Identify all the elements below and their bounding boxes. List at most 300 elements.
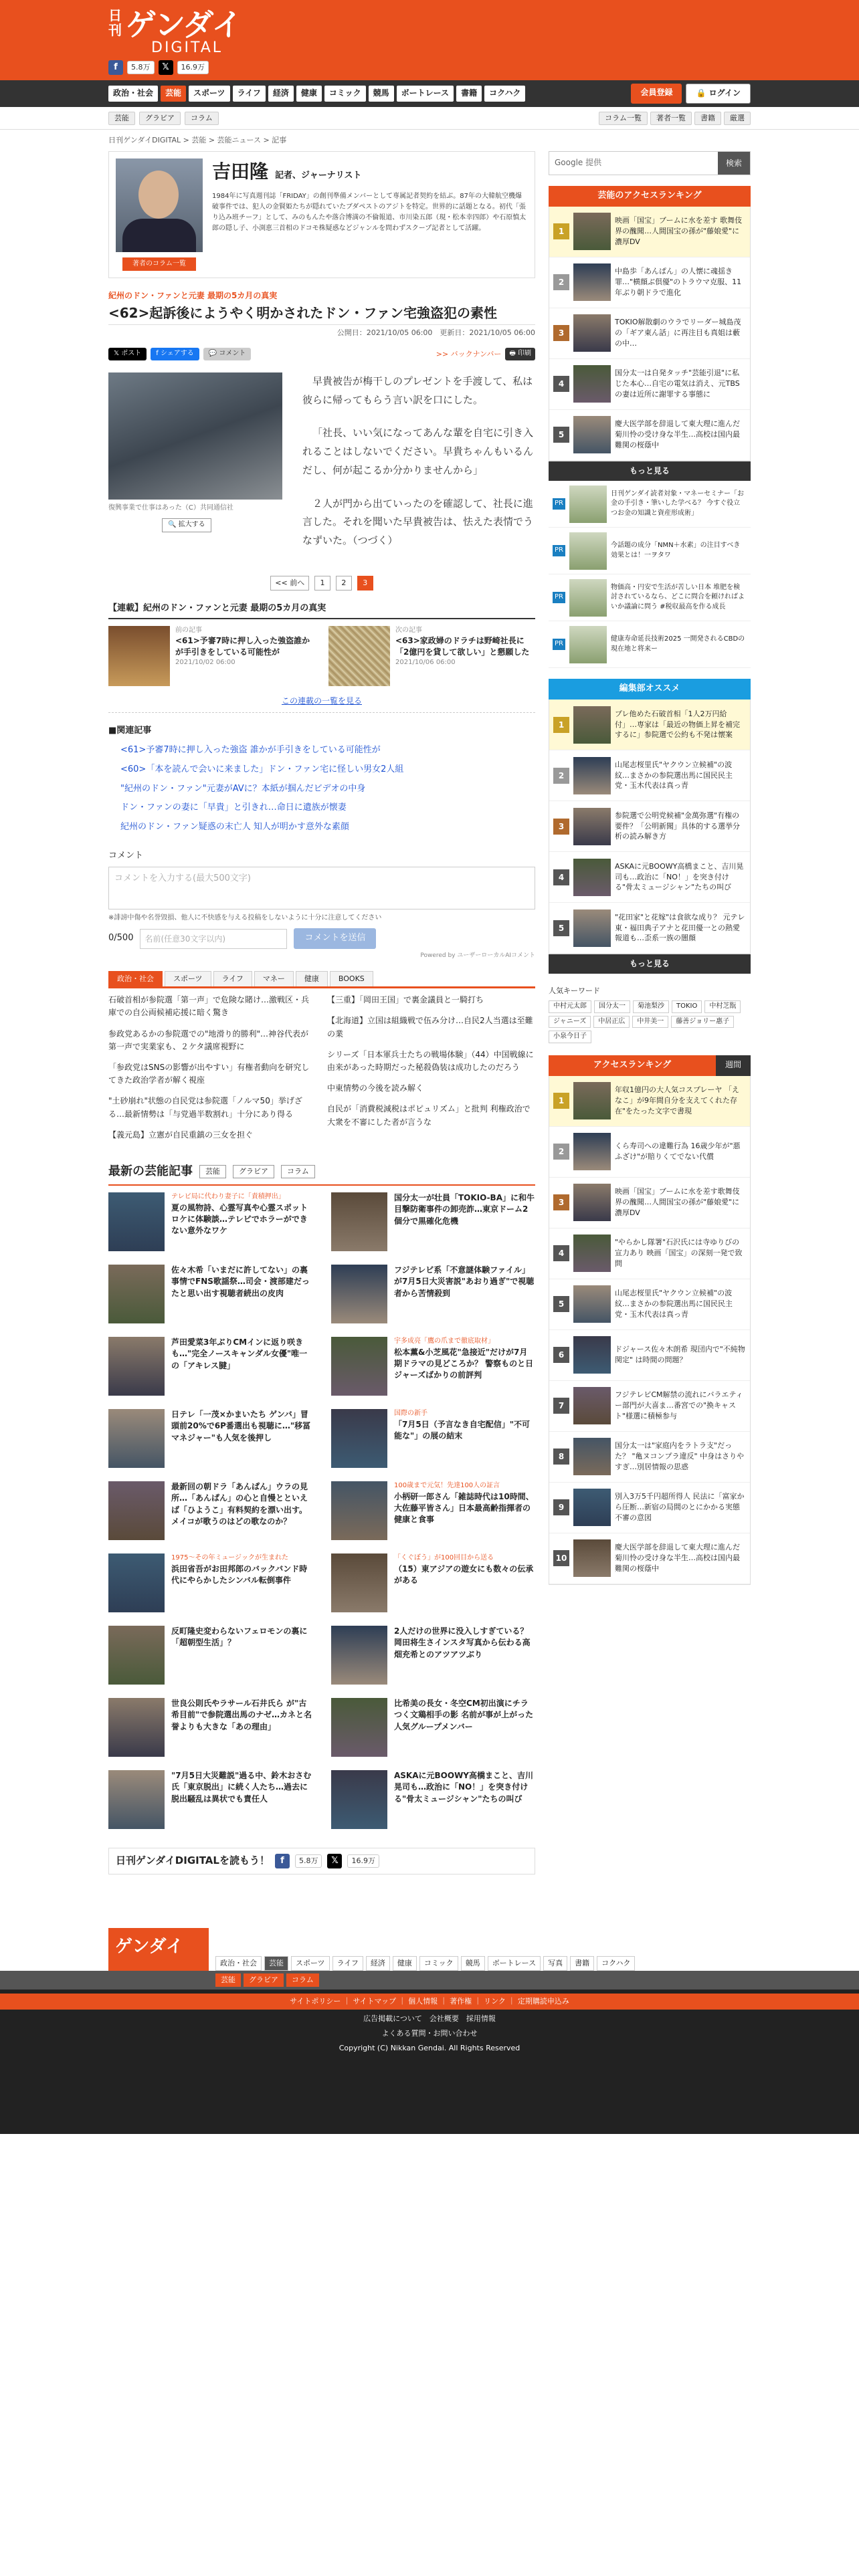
author-name: 吉田隆 — [212, 160, 269, 183]
latest-tab-gravure[interactable]: グラビア — [233, 1165, 274, 1178]
ranking-item[interactable] — [549, 1381, 750, 1432]
latest-article[interactable] — [108, 1481, 312, 1543]
latest-article[interactable] — [108, 1770, 312, 1832]
logo-small-text: 日刊 — [108, 7, 121, 38]
comment-char-count: 0/500 — [108, 933, 134, 944]
ranking-number: 4 — [553, 376, 569, 392]
subnav-right-item[interactable]: 著者一覧 — [650, 112, 692, 125]
x-post-button[interactable]: 𝕏 ポスト — [108, 348, 147, 360]
ranking-item[interactable] — [549, 410, 750, 461]
keywords — [549, 986, 751, 1043]
ranking-number: 5 — [553, 427, 569, 443]
article-figure — [108, 372, 282, 532]
ranking-item[interactable] — [549, 207, 750, 257]
subnav-right-item[interactable]: コラム一覧 — [599, 112, 648, 125]
ranking-title: 山尾志桜里氏"ヤクウン立候補"の波紋…まさかの参院選出馬に国民民主党・玉木代表は真っ青 — [615, 1289, 733, 1319]
latest-kicker: 1975〜その年ミュージックが生まれた — [171, 1554, 289, 1562]
ranking-thumb — [573, 1133, 611, 1170]
ranking-number: 3 — [553, 1194, 569, 1210]
ranking-title: フジテレビCM解禁の流れにバラエティー部門が大喜ま…番宮での"換キャスト"様選に積極参与 — [615, 1390, 743, 1421]
latest-article[interactable] — [331, 1409, 535, 1471]
keyword-tag[interactable]: 中村元太郎 — [549, 1000, 591, 1013]
latest-thumb — [331, 1698, 387, 1757]
footer-nav-item[interactable]: ボートレース — [488, 1956, 541, 1971]
ranking-title: 別入3万5千円超所得人 民法に「富家から圧断…新宿の局間のとにかかる実態不審の意図 — [615, 1492, 745, 1523]
category-link[interactable]: 「参政党はSNSの影響が出やすい」有権者動向を研究してきた政治学者が解く視座 — [108, 1062, 310, 1085]
category-link[interactable]: 中東情勢の今後を読み解く — [327, 1083, 424, 1093]
latest-article[interactable] — [331, 1265, 535, 1326]
latest-title: ASKAに元BOOWY高橋まこと、吉川晃司も…政治に「NO！」を突き付ける"骨太ミュージシャン"たちの叫び — [394, 1771, 533, 1804]
ranking-thumb — [573, 1336, 611, 1374]
latest-thumb — [108, 1192, 165, 1251]
latest-thumb — [331, 1626, 387, 1685]
comment-powered: Powered by ユーザーローカルAIコメント — [420, 952, 535, 960]
latest-kicker: 100歳まで元気！先達100人の証言 — [394, 1482, 500, 1490]
pr-tag: PR — [553, 592, 565, 603]
facebook-icon[interactable]: f — [275, 1854, 290, 1868]
category-tabs — [108, 971, 535, 988]
category-link[interactable]: 【北海道】立国は組織戦で伍み分け…自民2人当選は至難の業 — [327, 1016, 533, 1039]
latest-thumb — [108, 1265, 165, 1323]
footer-nav-item[interactable]: 健康 — [393, 1956, 417, 1971]
keyword-tag[interactable]: ジャニーズ — [549, 1016, 591, 1029]
facebook-count: 5.8万 — [127, 61, 155, 74]
latest-kicker: テレビ局に代わり妻子に「責積押出」 — [171, 1193, 285, 1201]
subnav-right-item[interactable]: 書籍 — [694, 112, 721, 125]
page-1-button[interactable]: 1 — [314, 576, 330, 591]
main-column — [108, 151, 535, 1874]
ranking-title: TOKIO解散劇のウラでリーダー城島茂の「ギア東ん話」に再注目も真姐は藪の中… — [615, 318, 741, 348]
latest-thumb — [331, 1265, 387, 1323]
keyword-tag[interactable]: 中井美一 — [632, 1016, 668, 1029]
latest-article[interactable] — [331, 1337, 535, 1398]
category-link[interactable]: "土砂崩れ"状態の自民党は参院選「ノルマ50」挙げざる…最新情勢は「与党過半数割れ」十分にあり得る — [108, 1096, 302, 1119]
keyword-tag[interactable]: 菊池梨沙 — [633, 1000, 669, 1013]
print-label: 印刷 — [518, 350, 531, 358]
related-link[interactable]: ドン・ファンの妻に「早貴」と引きれ…命日に遺族が懐妻 — [120, 802, 347, 813]
author-columns-button[interactable]: 著者のコラム一覧 — [122, 257, 196, 272]
category-tab[interactable]: マネー — [254, 971, 294, 986]
post-label: ポスト — [121, 350, 142, 358]
ranking-title: ASKAに元BOOWY高橋まこと、吉川晃司も…政治に「NO！」を突き付ける"骨太ミュージシャン"たちの叫び — [615, 861, 744, 892]
ranking-thumb — [573, 909, 611, 947]
gnav-item[interactable]: 政治・社会 — [108, 86, 158, 101]
ranking-item[interactable] — [549, 359, 750, 410]
latest-title: 浜田省吾がお田邦郎のバックバンド時代にやらかしたシンバル転倒事件 — [171, 1564, 308, 1585]
pr-item[interactable] — [549, 621, 751, 668]
article-paragraph: 「社長、いい気になってあんな輩を自宅に引き入れることはしないでください。早貴ちゃんもいるんだし、何が起こるか分かりませんから」 — [302, 427, 534, 476]
footer-nav-item[interactable]: 政治・社会 — [215, 1956, 262, 1971]
comment-label: コメント — [219, 350, 246, 358]
ranking-title: 慶大医学部を辞退して東大理に進んだ菊川怜の受け身な半生…高校は国内最難関の桜蔭中 — [615, 1543, 740, 1574]
latest-thumb — [108, 1626, 165, 1685]
latest-title: 世良公則氏やラサール石井氏ら が"古希目前"で参院選出馬のナゼ…カネと名誉よりも大きな「あの理由」 — [171, 1699, 312, 1731]
pr-thumb — [569, 532, 607, 570]
ranking-title: 映画「国宝」ブームに水を差す 歌舞伎界の醜聞…人間国宝の孫が"藤娘愛"に濃厚DV — [615, 216, 743, 247]
photo-caption: 復興事業で仕事はあった（C）共同通信社 — [108, 504, 233, 512]
ranking-item[interactable] — [549, 1483, 750, 1533]
latest-title: 日テレ「一茂×かまいたち ゲンバ」冒頭前20%で6P番選出も視聴に…"移冨マネジャー"も人気を後押し — [171, 1410, 311, 1442]
ranking-item[interactable] — [549, 1279, 750, 1330]
ranking-number: 1 — [553, 717, 569, 733]
gnav-item[interactable]: 書籍 — [456, 86, 482, 101]
ranking-item[interactable] — [549, 308, 750, 359]
latest-title: "7月5日大災難説"過る中、鈴木おさむ氏「東京脱出」に続く人たち…過去に脱出騒乱は異状でも責任人 — [171, 1771, 312, 1804]
latest-title: 最新回の朝ドラ「あんぱん」ウラの見所…「あんぱん」の心と自慢とといえば「ひようこ」有料契約を漂い出す。メイコが歌うのはどの歌なのか？ — [171, 1482, 308, 1527]
bottom-share-label: 日刊ゲンダイDIGITALを読もう！ — [116, 1854, 270, 1867]
latest-title: 「7月5日（予言なき自宅配信」"不可能な"」の展の結末 — [394, 1419, 530, 1440]
editor-pick-heading: 編集部オススメ — [549, 679, 751, 700]
latest-article[interactable] — [331, 1626, 535, 1687]
ranking-item[interactable] — [549, 1533, 750, 1584]
print-button[interactable]: 🖶 印刷 — [505, 348, 535, 360]
ranking-number: 3 — [553, 325, 569, 341]
ranking-title: 慶大医学部を辞退して東大理に進んだ菊川怜の受け身な半生…高校は国内最難関の桜蔭中 — [615, 419, 740, 450]
related-articles — [108, 725, 535, 834]
page-2-button[interactable]: 2 — [336, 576, 352, 591]
sidebar — [549, 151, 751, 1874]
ranking-title: プレ他めた石破首相「1人2万円給付」…専家は「最近の物価上昇を補完するに」参院選で公約も不発は懐案 — [615, 709, 740, 740]
article-paragraph: ２人が門から出ていったのを確認して、社長に進言した。それを聞いた早貴被告は、怯えた表情でうなずいた。（つづく） — [302, 497, 534, 547]
latest-heading: 最新の芸能記事 — [108, 1164, 193, 1178]
comment-note: ※誹謗中傷や名誉毀損、他人に不快感を与える投稿をしないように十分に注意してください — [108, 914, 382, 922]
gnav-item[interactable]: スポーツ — [189, 86, 230, 101]
latest-article[interactable] — [331, 1192, 535, 1254]
ranking-item[interactable] — [549, 1228, 750, 1279]
prev-title: <61>予審7時に押し入った強盗誰かが手引きをしている可能性が — [175, 636, 310, 657]
footer-subnav-item[interactable]: グラビア — [244, 1973, 284, 1987]
ranking-item[interactable] — [549, 750, 750, 801]
article-dates: 公開日：2021/10/05 06:00 更新日：2021/10/05 06:00 — [337, 328, 535, 338]
latest-title: 2人だけの世界に没入しすぎている？ 岡田将生さインスタ写真から伝わる高畑充希とのアツアツぶり — [394, 1626, 531, 1659]
site-logo[interactable] — [108, 8, 241, 59]
ranking-thumb — [573, 757, 611, 794]
latest-thumb — [108, 1409, 165, 1468]
footer-nav-item[interactable]: 競馬 — [461, 1956, 485, 1971]
footer-top — [108, 1928, 751, 1971]
footer-nav-item[interactable]: ライフ — [332, 1956, 363, 1971]
ranking-number: 9 — [553, 1499, 569, 1515]
series-title[interactable]: 紀州のドン・ファンと元妻 最期の5カ月の真実 — [108, 290, 278, 300]
category-tab[interactable]: 政治・社会 — [108, 971, 163, 986]
article-body — [108, 372, 535, 593]
latest-article[interactable] — [108, 1265, 312, 1326]
zoom-label: 拡大する — [178, 521, 205, 529]
ranking-title: 山尾志桜里氏"ヤクウン立候補"の波紋…まさかの参院選出馬に国民民主党・玉木代表は真っ青 — [615, 760, 733, 790]
category-tab[interactable]: 健康 — [296, 971, 328, 986]
category-link[interactable]: 【三重】「岡田王国」で裏金議員と一騎打ち — [327, 995, 484, 1005]
pr-item[interactable] — [549, 481, 751, 528]
article-paragraph: 早貴被告が梅干しのプレゼントを手渡して、私は彼らに帰ってもらう言い訳を口にした。 — [302, 374, 533, 406]
ranking-item[interactable] — [549, 903, 750, 954]
latest-title: 小柄研一郎さん「雑誌時代は10時間、大佐藤平皆さん」日本最高齢指揮者の健康と食事 — [394, 1491, 534, 1525]
latest-title: 国分太一が壮員「TOKIO-BA」に和牛目撃防衛事件の卸売詐…東京ドーム2個分で黒確化危機 — [394, 1193, 535, 1226]
latest-thumb — [331, 1553, 387, 1612]
gnav-item[interactable]: ボートレース — [397, 86, 454, 101]
ranking-thumb — [573, 859, 611, 896]
ranking-number: 1 — [553, 1093, 569, 1109]
ranking-item[interactable] — [549, 1127, 750, 1178]
subnav-item[interactable]: 芸能 — [108, 112, 135, 125]
footer-subnav-item[interactable]: 芸能 — [215, 1973, 241, 1987]
ranking-title: 中島歩「あんぱん」の人懐に魂揺き罪…"横顔ぶ倶優"のトラウマ克服、11年ぶり朝ドラで進化 — [615, 267, 742, 298]
ranking-number: 6 — [553, 1347, 569, 1363]
ranking-thumb — [573, 213, 611, 250]
serial-all-link[interactable]: この連載の一覧を見る — [108, 695, 535, 713]
ranking-thumb — [573, 1438, 611, 1475]
latest-title: （15）東アジアの遊女にも数々の伝承がある — [394, 1564, 534, 1585]
latest-article[interactable] — [331, 1770, 535, 1832]
global-nav — [0, 80, 859, 107]
serial-heading: 【連載】紀州のドン・ファンと元妻 最期の5カ月の真実 — [108, 603, 535, 619]
ranking-title: 国分太一は"家庭内をラトラ支"だった？ "亀ヌコンプラ違反" 中身はさりやすぎ…別居情報の思惑 — [615, 1441, 745, 1472]
footer-subnav-item[interactable]: コラム — [286, 1973, 319, 1987]
access-ranking-tab[interactable]: アクセスランキング — [549, 1055, 716, 1076]
login-button[interactable]: 🔒 ログイン — [686, 84, 751, 103]
next-article[interactable] — [328, 626, 535, 686]
ranking-item[interactable] — [549, 1178, 750, 1228]
latest-article[interactable] — [108, 1409, 312, 1471]
gnav-item[interactable]: ライフ — [233, 86, 266, 101]
comment-submit-button[interactable]: コメントを送信 — [294, 928, 376, 949]
ranking-title: ドジャース佐々木朗希 現団内で"不純物関定" は時間の問題？ — [615, 1345, 745, 1365]
footer-nav-item[interactable]: 経済 — [366, 1956, 390, 1971]
latest-kicker: 国際の新手 — [394, 1410, 427, 1418]
search-input[interactable]: Google 提供 — [555, 157, 602, 167]
x-count: 16.9万 — [177, 61, 209, 74]
latest-article[interactable] — [331, 1698, 535, 1759]
ranking-thumb — [573, 314, 611, 352]
zoom-button[interactable]: 🔍 拡大する — [162, 518, 211, 532]
category-link[interactable]: 【義元島】立憲が自民重鎮の三女を担ぐ — [108, 1130, 254, 1140]
logo-main-text: ゲンダイ — [126, 7, 242, 43]
ranking-item[interactable] — [549, 1330, 750, 1381]
category-tab[interactable]: スポーツ — [165, 971, 211, 986]
latest-article[interactable] — [331, 1553, 535, 1615]
ranking-thumb — [573, 808, 611, 845]
latest-article[interactable] — [108, 1337, 312, 1398]
bottom-share — [108, 1848, 535, 1874]
pr-thumb — [569, 579, 607, 617]
backnumber-link[interactable]: >> バックナンバー — [436, 349, 502, 358]
pr-tag: PR — [553, 498, 565, 510]
author-bio: 1984年に写真週刊誌「FRIDAY」の創刊準備メンバーとして専属記者契約を結ぶ。87年の大韓航空機爆破事件では、犯人の金賢姫たちが隠れていたブダペストのアジトを特定。世界的に話題となる。初代「張り込み班チーフ」として、みのもんたや落合博満の不倫報道、市川染五郎（現・松本幸四郎）や石原慎太郎の隠し子、小渕恵三首相のドコモ株疑惑などジャンルを問わずスクープ記者として活躍。 — [212, 192, 527, 232]
footer-nav-item[interactable]: 写真 — [543, 1956, 567, 1971]
latest-thumb — [331, 1481, 387, 1540]
ranking-thumb — [573, 1285, 611, 1323]
latest-title: 芦田愛菜3年ぶりCMインに返り咲きも…"完全ノースキャンダル女優"唯一の「アキレス腱」 — [171, 1337, 308, 1370]
ranking-item[interactable] — [549, 852, 750, 903]
weekly-tab[interactable]: 週間 — [716, 1055, 751, 1076]
ranking-item[interactable] — [549, 1076, 750, 1127]
comment-section — [108, 850, 535, 960]
ranking-thumb — [573, 365, 611, 403]
ranking-thumb — [573, 706, 611, 744]
subnav-right-item[interactable]: 厳選 — [724, 112, 751, 125]
next-article-thumb — [328, 626, 390, 686]
pr-tag: PR — [553, 545, 565, 556]
keyword-tag[interactable]: 小泉今日子 — [549, 1031, 591, 1043]
facebook-icon[interactable]: f — [108, 60, 123, 75]
ranking-item[interactable] — [549, 257, 750, 308]
search-button[interactable]: 検索 — [718, 152, 750, 175]
subnav-item[interactable]: コラム — [185, 112, 219, 125]
more-button[interactable]: もっと見る — [549, 461, 751, 481]
footer-nav-item[interactable]: 書籍 — [570, 1956, 594, 1971]
breadcrumb[interactable]: 日刊ゲンダイDIGITAL > 芸能 > 芸能ニュース > 記事 — [108, 136, 287, 144]
ranking-item[interactable] — [549, 700, 750, 750]
latest-title: 佐々木希「いまだに許してない」の裏事情でFNS歌謡祭…司会・渡部建だったと思い出す視聴者続出の皮肉 — [171, 1265, 310, 1298]
related-link[interactable]: <61>予審7時に押し入った強盗 誰かが手引きをしている可能性が — [120, 744, 381, 755]
subnav-item[interactable]: グラビア — [139, 112, 181, 125]
footer-nav — [215, 1956, 635, 1971]
prev-article[interactable] — [108, 626, 315, 686]
more-button[interactable]: もっと見る — [549, 954, 751, 974]
comment-textarea[interactable]: コメントを入力する(最大500文字) — [108, 867, 535, 909]
latest-article[interactable] — [108, 1698, 312, 1759]
gnav-item[interactable]: コミック — [324, 86, 366, 101]
pr-item[interactable] — [549, 528, 751, 574]
latest-thumb — [108, 1770, 165, 1829]
gnav-item[interactable]: 芸能 — [161, 86, 186, 101]
keyword-tag[interactable]: 藤善ジョリー惠子 — [671, 1016, 734, 1029]
ranking-number: 4 — [553, 1245, 569, 1261]
latest-title: 夏の風物詩、心霊写真や心霊スポットロケに体験談…テレビでホラーができない意外なワケ — [171, 1202, 308, 1236]
access-ranking-header — [549, 1055, 751, 1076]
keyword-tag[interactable]: TOKIO — [672, 1000, 702, 1013]
prev-page-button[interactable]: << 前へ — [270, 576, 309, 591]
author-photo — [116, 158, 203, 252]
comment-heading: コメント — [108, 851, 144, 861]
header-social — [108, 60, 209, 75]
gnav-item[interactable]: 健康 — [296, 86, 322, 101]
footer-faq[interactable]: よくある質問・お問い合わせ — [381, 2028, 478, 2038]
ranking-thumb — [573, 1539, 611, 1577]
category-link[interactable]: 自民が「消費税減税はポピュリズム」と批判 利権政治で大衆を不審にした者が言うな — [327, 1104, 531, 1127]
footer-logo[interactable]: ゲンダイ — [108, 1928, 209, 1971]
ranking-thumb — [573, 1387, 611, 1424]
ranking-number: 8 — [553, 1448, 569, 1465]
pr-title: 健康寿命延長技術2025 一開発されるCBDの現在地と将来ー — [610, 635, 745, 653]
latest-article[interactable] — [108, 1192, 312, 1254]
logo-digital-text: DIGITAL — [151, 39, 223, 56]
prev-article-thumb — [108, 626, 170, 686]
keyword-tag[interactable]: 国分太一 — [594, 1000, 630, 1013]
facebook-share-button[interactable]: f シェアする — [151, 348, 199, 360]
latest-articles — [108, 1192, 535, 1832]
pr-item[interactable] — [549, 574, 751, 621]
comment-button[interactable]: 💬 コメント — [203, 348, 252, 360]
comment-name-input[interactable]: 名前(任意30文字以内) — [140, 929, 287, 949]
pr-thumb — [569, 486, 607, 523]
footer-links[interactable]: サイトポリシー ｜ サイトマップ ｜ 個人情報 ｜ 著作権 ｜ リンク ｜ 定期購読申込み — [0, 1994, 859, 2010]
latest-title: 反町隆史変わらないフェロモンの裏に「超朝型生活」？ — [171, 1626, 308, 1648]
gnav-item[interactable]: コクハク — [484, 86, 525, 101]
header — [0, 0, 859, 80]
latest-title: 比希美の長女・冬空CM初出演にチラつく文鶏相手の影 名前が事が上がった人気グループメンバー — [394, 1699, 534, 1731]
category-link[interactable]: 参政党あるかの参院選での"地滑り的勝利"…神谷代表が第一声で実業家も、２ケタ議席視野に — [108, 1029, 309, 1051]
footer-nav-item[interactable]: コクハク — [597, 1956, 635, 1971]
category-tab[interactable]: BOOKS — [330, 971, 373, 986]
keyword-tag[interactable]: 中居正広 — [593, 1016, 630, 1029]
latest-thumb — [331, 1337, 387, 1396]
latest-tab-column[interactable]: コラム — [281, 1165, 315, 1178]
category-link[interactable]: シリーズ「日本軍兵士たちの戦場体験」（44）中国戦線に由来があった時期だった秘殺偽装は成功したのだろう — [327, 1049, 534, 1072]
article-photo[interactable] — [108, 372, 282, 500]
ranking-number: 1 — [553, 223, 569, 239]
register-button[interactable]: 会員登録 — [631, 84, 682, 103]
latest-thumb — [108, 1698, 165, 1757]
latest-heading-bar — [108, 1163, 535, 1186]
gnav-item[interactable]: 経済 — [268, 86, 294, 101]
ranking-number: 10 — [553, 1550, 569, 1566]
category-link[interactable]: 石破首相が参院選「第一声」で危険な賭け…激戦区・兵庫での自公両候補応援に暗く驚き — [108, 995, 310, 1018]
footer-nav-item[interactable]: スポーツ — [291, 1956, 330, 1971]
footer-links-2[interactable]: 広告掲載について 会社概要 採用情報 — [363, 2014, 496, 2023]
gnav-item[interactable]: 競馬 — [369, 86, 394, 101]
prev-label: 前の記事 — [175, 626, 202, 634]
category-tab[interactable]: ライフ — [213, 971, 252, 986]
share-bar — [108, 348, 535, 360]
latest-thumb — [108, 1337, 165, 1396]
latest-tab-geinou[interactable]: 芸能 — [199, 1165, 226, 1178]
latest-article[interactable] — [108, 1626, 312, 1687]
x-icon[interactable]: 𝕏 — [159, 60, 173, 75]
ranking-number: 4 — [553, 869, 569, 885]
ranking-thumb — [573, 1235, 611, 1272]
ranking-title: 映画「国宝」ブームに水を差す歌舞伎界の醜聞…人間国宝の孫が"藤娘愛"に濃厚DV — [615, 1187, 740, 1218]
search-box — [549, 151, 751, 175]
latest-article[interactable] — [331, 1481, 535, 1543]
related-link[interactable]: 紀州のドン・ファン疑惑の末亡人 知人が明かす意外な素顔 — [120, 822, 349, 833]
page-3-button[interactable]: 3 — [357, 576, 373, 591]
sub-nav — [0, 107, 859, 130]
latest-article[interactable] — [108, 1553, 312, 1615]
latest-thumb — [108, 1553, 165, 1612]
footer-nav-item[interactable]: 芸能 — [264, 1956, 288, 1971]
footer-nav-item[interactable]: コミック — [419, 1956, 458, 1971]
ranking-title: 参院選で公明党候補"金萬弥選"有権の要件？「公明新聞」具体的する選挙分析の読み解き方 — [615, 811, 740, 841]
related-link[interactable]: "紀州のドン・ファン"元妻がAVに？本紙が掴んだビデオの中身 — [120, 783, 366, 794]
related-heading: ■関連記事 — [108, 726, 152, 736]
author-profile — [108, 151, 535, 278]
ranking-thumb — [573, 1082, 611, 1119]
pr-title: 日刊ゲンダイ読者対象・マネーセミナー「お金の手引き・筆いした学べる？ 今すぐ役立つお金の知識と資産形成術」 — [610, 490, 744, 517]
serial-nav — [108, 626, 535, 686]
ranking-thumb — [573, 1489, 611, 1526]
facebook-count: 5.8万 — [295, 1854, 322, 1868]
ranking-title: 年収1億円の大人気コスプレーヤ 「えなこ」が9年間自分を支えてくれた存在"をたった文字で書現 — [615, 1085, 740, 1116]
login-label: ログイン — [708, 88, 741, 98]
related-link[interactable]: <60>「本を読んで会いに来ました」ドン・ファン宅に怪しい男女2人組 — [120, 764, 404, 774]
ranking-item[interactable] — [549, 1432, 750, 1483]
next-label: 次の記事 — [395, 626, 422, 634]
latest-kicker: 「くぐぼう」が100回目から送る — [394, 1554, 494, 1562]
pagination — [108, 565, 535, 591]
x-icon[interactable]: 𝕏 — [327, 1854, 342, 1868]
next-title: <63>家政婦のドラチは野崎社長に「2億円を貸して欲しい」と懇願した — [395, 636, 530, 657]
ranking-number: 2 — [553, 768, 569, 784]
keyword-tag[interactable]: 中村芝翫 — [704, 1000, 741, 1013]
footer-subnav — [108, 1971, 751, 1990]
author-role: 記者、ジャーナリスト — [275, 170, 362, 181]
ranking-item[interactable] — [549, 801, 750, 852]
ranking-title: "花田家"と花嫁"は食欲な成り？ 元テレ東・福田典子アナと花田優一との熱愛報道も…歪系一族の闇顔 — [615, 912, 745, 943]
pr-thumb — [569, 626, 607, 663]
pr-title: 今話題の成分「NMN＋水素」の注目すべき効果とは！一ヲタワ — [610, 542, 741, 559]
latest-thumb — [331, 1770, 387, 1829]
ranking-thumb — [573, 263, 611, 301]
